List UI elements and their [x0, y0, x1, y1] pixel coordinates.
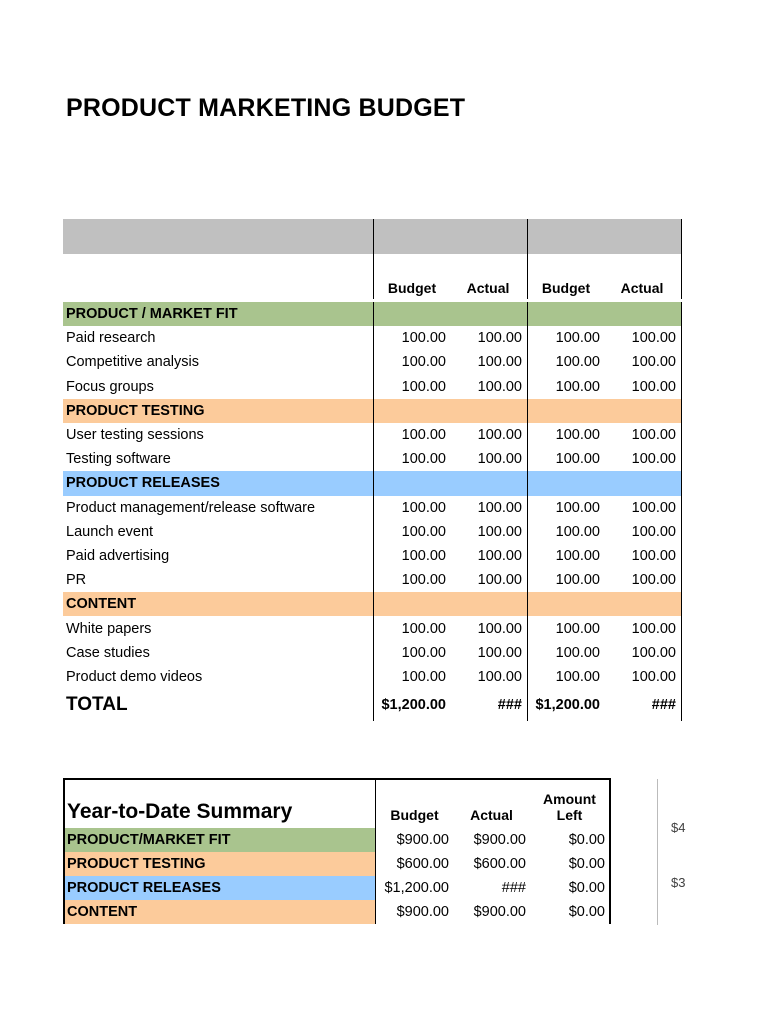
ytd-col-budget[interactable]: Budget	[390, 807, 439, 823]
ytd-row-label: CONTENT	[65, 900, 376, 924]
ytd-value-cell[interactable]: $900.00	[473, 904, 526, 920]
row-label: Competitive analysis	[66, 354, 199, 371]
table-row	[63, 616, 682, 640]
value-cell[interactable]: 100.00	[555, 354, 600, 371]
value-cell[interactable]: 100.00	[631, 572, 676, 589]
ytd-value-cell[interactable]: $900.00	[396, 904, 449, 920]
ytd-col-amount-left[interactable]: Amount Left	[543, 791, 596, 823]
section-header	[63, 592, 682, 616]
value-cell[interactable]: 100.00	[401, 620, 446, 637]
value-cell[interactable]: 100.00	[477, 354, 522, 371]
page-title: PRODUCT MARKETING BUDGET	[66, 94, 466, 122]
value-cell[interactable]: 100.00	[555, 451, 600, 468]
value-cell[interactable]: 100.00	[401, 499, 446, 516]
ytd-value-cell[interactable]: ###	[501, 880, 526, 896]
chart-axis-label: $3	[671, 875, 686, 890]
ytd-value-cell[interactable]: $900.00	[473, 832, 526, 848]
value-cell[interactable]: 100.00	[631, 547, 676, 564]
row-label: White papers	[66, 620, 152, 637]
period-1-header[interactable]	[373, 219, 527, 254]
value-cell[interactable]: 100.00	[555, 427, 600, 444]
value-cell[interactable]: 100.00	[477, 378, 522, 395]
total-cell[interactable]: $1,200.00	[535, 697, 600, 713]
row-label: Testing software	[66, 451, 171, 468]
ytd-row	[65, 828, 609, 852]
value-cell[interactable]: 100.00	[477, 668, 522, 685]
total-label: TOTAL	[66, 694, 128, 715]
total-cell[interactable]: ###	[497, 697, 522, 713]
total-cell[interactable]: $1,200.00	[381, 697, 446, 713]
row-label: Focus groups	[66, 378, 154, 395]
ytd-value-cell[interactable]: $900.00	[396, 832, 449, 848]
table-row	[63, 423, 682, 447]
table-row	[63, 375, 682, 399]
value-cell[interactable]: 100.00	[555, 378, 600, 395]
col-header-actual[interactable]: Actual	[466, 280, 510, 296]
value-cell[interactable]: 100.00	[477, 427, 522, 444]
table-row	[63, 568, 682, 592]
section-title: PRODUCT RELEASES	[66, 475, 220, 492]
value-cell[interactable]: 100.00	[477, 644, 522, 661]
value-cell[interactable]: 100.00	[555, 330, 600, 347]
row-label: User testing sessions	[66, 427, 204, 444]
period-2-header[interactable]	[527, 219, 682, 254]
value-cell[interactable]: 100.00	[477, 330, 522, 347]
row-label: Paid advertising	[66, 547, 170, 564]
col-header-budget[interactable]: Budget	[387, 280, 437, 296]
table-row	[63, 520, 682, 544]
ytd-value-cell[interactable]: $600.00	[396, 856, 449, 872]
row-label: PR	[66, 572, 87, 589]
row-label: Paid research	[66, 330, 156, 347]
table-row	[63, 496, 682, 520]
value-cell[interactable]: 100.00	[401, 668, 446, 685]
section-header	[63, 471, 682, 495]
budget-table	[63, 219, 682, 721]
value-cell[interactable]: 100.00	[555, 547, 600, 564]
row-label: Product management/release software	[66, 499, 316, 516]
ytd-title: Year-to-Date Summary	[65, 780, 376, 828]
value-cell[interactable]: 100.00	[477, 620, 522, 637]
ytd-row	[65, 900, 609, 924]
value-cell[interactable]: 100.00	[631, 354, 676, 371]
value-cell[interactable]: 100.00	[631, 451, 676, 468]
ytd-value-cell[interactable]: $0.00	[568, 880, 605, 896]
value-cell[interactable]: 100.00	[401, 378, 446, 395]
table-row	[63, 544, 682, 568]
row-label: Launch event	[66, 523, 154, 540]
column-headers	[63, 254, 682, 302]
value-cell[interactable]: 100.00	[555, 644, 600, 661]
ytd-summary-table	[63, 778, 611, 924]
ytd-value-cell[interactable]: $0.00	[568, 904, 605, 920]
ytd-value-cell[interactable]: $1,200.00	[384, 880, 449, 896]
col-header-actual[interactable]: Actual	[620, 280, 664, 296]
ytd-body	[65, 828, 609, 924]
value-cell[interactable]: 100.00	[401, 572, 446, 589]
ytd-col-actual[interactable]: Actual	[470, 807, 513, 823]
value-cell[interactable]: 100.00	[555, 523, 600, 540]
col-header-budget[interactable]: Budget	[541, 280, 591, 296]
value-cell[interactable]: 100.00	[555, 499, 600, 516]
table-row	[63, 641, 682, 665]
value-cell[interactable]: 100.00	[477, 572, 522, 589]
section-header	[63, 302, 682, 326]
table-row	[63, 326, 682, 350]
table-row	[63, 350, 682, 374]
value-cell[interactable]: 100.00	[555, 572, 600, 589]
ytd-value-cell[interactable]: $600.00	[473, 856, 526, 872]
value-cell[interactable]: 100.00	[477, 547, 522, 564]
chart-axis-label: $4	[671, 820, 686, 835]
value-cell[interactable]: 100.00	[631, 668, 676, 685]
value-cell[interactable]: 100.00	[401, 644, 446, 661]
ytd-row-label: PRODUCT TESTING	[65, 852, 376, 876]
value-cell[interactable]: 100.00	[555, 620, 600, 637]
section-title: PRODUCT TESTING	[66, 402, 205, 419]
value-cell[interactable]: 100.00	[477, 499, 522, 516]
ytd-row-label: PRODUCT RELEASES	[65, 876, 376, 900]
value-cell[interactable]: 100.00	[555, 668, 600, 685]
ytd-value-cell[interactable]: $0.00	[568, 856, 605, 872]
value-cell[interactable]: 100.00	[401, 427, 446, 444]
total-row	[63, 689, 682, 721]
value-cell[interactable]: 100.00	[631, 378, 676, 395]
value-cell[interactable]: 100.00	[631, 644, 676, 661]
row-label: Product demo videos	[66, 668, 203, 685]
header-blank	[63, 219, 373, 254]
value-cell[interactable]: 100.00	[631, 330, 676, 347]
value-cell[interactable]: 100.00	[401, 330, 446, 347]
chart-fragment	[657, 779, 686, 925]
value-cell[interactable]: 100.00	[631, 620, 676, 637]
section-title: CONTENT	[66, 596, 137, 613]
section-title: PRODUCT / MARKET FIT	[66, 306, 238, 323]
budget-body	[63, 302, 682, 689]
value-cell[interactable]: 100.00	[401, 523, 446, 540]
header-band	[63, 219, 682, 254]
value-cell[interactable]: 100.00	[631, 499, 676, 516]
value-cell[interactable]: 100.00	[477, 523, 522, 540]
row-label: Case studies	[66, 644, 150, 661]
ytd-value-cell[interactable]: $0.00	[568, 832, 605, 848]
table-row	[63, 447, 682, 471]
value-cell[interactable]: 100.00	[631, 427, 676, 444]
value-cell[interactable]: 100.00	[631, 523, 676, 540]
ytd-row	[65, 852, 609, 876]
ytd-row	[65, 876, 609, 900]
value-cell[interactable]: 100.00	[477, 451, 522, 468]
section-header	[63, 399, 682, 423]
table-row	[63, 665, 682, 689]
ytd-row-label: PRODUCT/MARKET FIT	[65, 828, 376, 852]
value-cell[interactable]: 100.00	[401, 547, 446, 564]
value-cell[interactable]: 100.00	[401, 354, 446, 371]
ytd-header	[65, 780, 609, 828]
total-cell[interactable]: ###	[651, 697, 676, 713]
value-cell[interactable]: 100.00	[401, 451, 446, 468]
